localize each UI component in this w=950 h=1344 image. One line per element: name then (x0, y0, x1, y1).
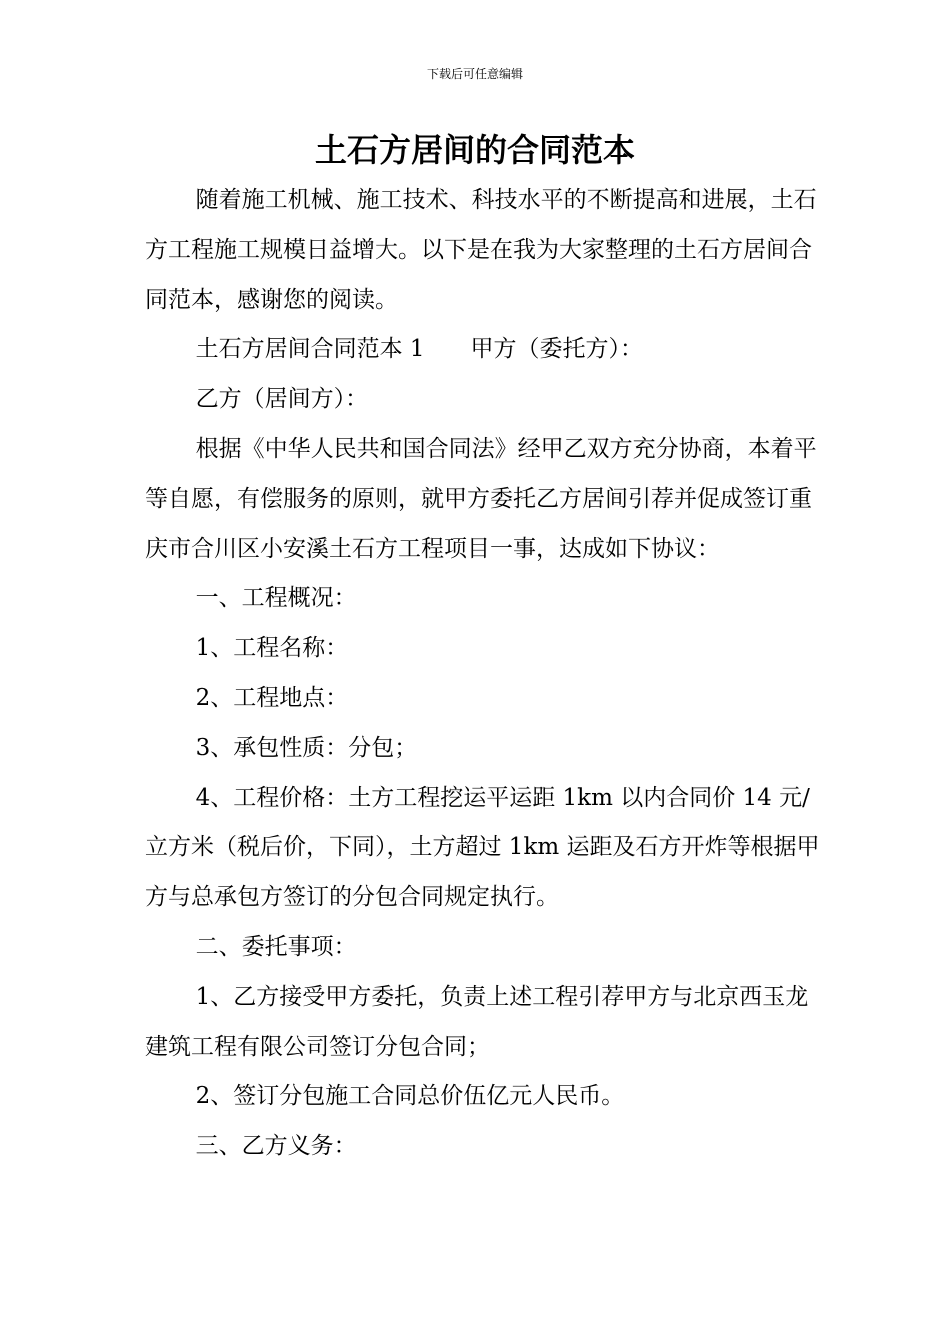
list-item-contract-nature: 3、承包性质：分包； (195, 734, 418, 761)
paragraph-parties-a: 土石方居间合同范本 1 甲方（委托方）： (195, 336, 644, 363)
document-body (145, 176, 825, 1172)
list-item-contract-total: 2、签订分包施工合同总价伍亿元人民币。 (195, 1083, 625, 1110)
list-item-entrustment: 1、乙方接受甲方委托，负责上述工程引荐甲方与北京西玉龙建筑工程有限公司签订分包合同； (145, 983, 809, 1060)
paragraph-parties-b: 乙方（居间方）： (195, 386, 369, 413)
list-item-project-price: 4、工程价格：土方工程挖运平运距 1km 以内合同价 14 元/立方米（税后价，下同），土方超过 1km 运距及石方开炸等根据甲方与总承包方签订的分包合同规定执行。 (145, 784, 820, 911)
list-item-project-location: 2、工程地点： (195, 684, 349, 711)
section-heading-entrusted-matters: 二、委托事项： (195, 933, 357, 960)
list-item-project-name: 1、工程名称： (195, 635, 349, 662)
document-title: 土石方居间的合同范本 (314, 131, 635, 169)
paragraph-intro: 随着施工机械、施工技术、科技水平的不断提高和进展，土石方工程施工规模日益增大。以下是在我为大家整理的土石方居间合同范本，感谢您的阅读。 (145, 187, 817, 313)
section-heading-party-b-obligations: 三、乙方义务： (195, 1133, 357, 1160)
page-header: 下载后可任意编辑 (426, 67, 523, 81)
paragraph-basis: 根据《中华人民共和国合同法》经甲乙双方充分协商，本着平等自愿，有偿服务的原则，就甲方委托乙方居间引荐并促成签订重庆市合川区小安溪土石方工程项目一事，达成如下协议： (145, 435, 817, 562)
section-heading-overview: 一、工程概况： (195, 585, 357, 612)
